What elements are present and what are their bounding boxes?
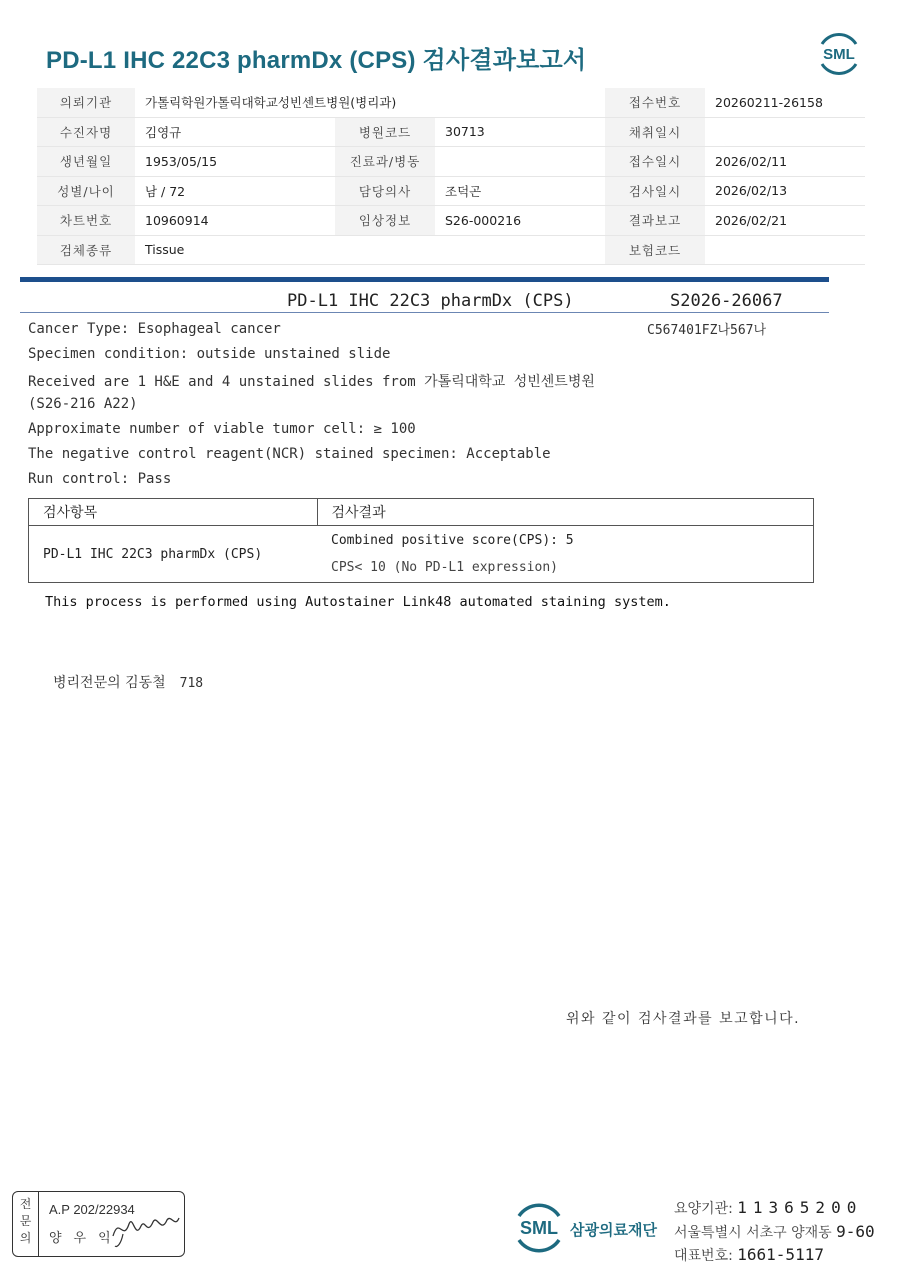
info-row — [37, 147, 865, 177]
label-report-date: 결과보고 — [605, 206, 705, 236]
foundation-name: 삼광의료재단 — [570, 1221, 657, 1239]
label-patient-name: 수진자명 — [37, 117, 135, 147]
pathologist-name: 병리전문의 김동철 — [53, 675, 166, 691]
info-row — [37, 235, 865, 265]
sml-footer-logo-icon — [510, 1200, 568, 1256]
value-report-date: 2026/02/21 — [705, 206, 865, 236]
label-receipt-date: 접수일시 — [605, 147, 705, 177]
label-department: 진료과/병동 — [335, 147, 435, 177]
info-row — [37, 176, 865, 206]
pathologist-line — [53, 672, 203, 692]
report-line: Approximate number of viable tumor cell: ≥ 100 — [28, 421, 416, 437]
label-requesting-institution: 의뢰기관 — [37, 88, 135, 117]
sml-logo-icon — [814, 30, 864, 78]
value-collection-date — [705, 117, 865, 147]
label-collection-date: 채취일시 — [605, 117, 705, 147]
pathologist-number: 718 — [179, 676, 204, 691]
process-note: This process is performed using Autostainer Link48 automated staining system. — [45, 594, 671, 610]
label-test-date: 검사일시 — [605, 176, 705, 206]
report-line: Cancer Type: Esophageal cancer — [28, 321, 281, 337]
address: 서울특별시 서초구 양재동 9-60 — [674, 1222, 875, 1241]
result-col-item: 검사항목 — [29, 499, 318, 526]
value-specimen-type: Tissue — [135, 235, 605, 265]
value-insurance-code — [705, 235, 865, 265]
label-sex-age: 성별/나이 — [37, 176, 135, 206]
info-row — [37, 117, 865, 147]
value-physician: 조덕곤 — [435, 176, 605, 206]
label-birth-date: 생년월일 — [37, 147, 135, 177]
stamp-name: 양우익 — [49, 1231, 123, 1246]
section-divider — [20, 277, 829, 282]
value-patient-name: 김영규 — [135, 117, 335, 147]
section-divider-thin — [20, 312, 829, 313]
institution-code: 요양기관: 11365200 — [674, 1198, 863, 1217]
value-department — [435, 147, 605, 177]
value-receipt-no: 20260211-26158 — [705, 88, 865, 117]
info-row — [37, 88, 865, 117]
result-values — [317, 526, 814, 583]
result-col-result: 검사결과 — [317, 499, 814, 526]
specialist-stamp — [12, 1191, 185, 1257]
stamp-side-label: 전 문 의 — [13, 1192, 39, 1256]
label-physician: 담당의사 — [335, 176, 435, 206]
result-table — [28, 498, 814, 583]
report-id: S2026-26067 — [670, 291, 783, 311]
report-line: Run control: Pass — [28, 471, 172, 487]
value-receipt-date: 2026/02/11 — [705, 147, 865, 177]
value-requesting-institution: 가톨릭학원가톨릭대학교성빈센트병원(병리과) — [135, 88, 605, 117]
value-test-date: 2026/02/13 — [705, 176, 865, 206]
result-cps-interpretation: CPS< 10 (No PD-L1 expression) — [331, 560, 558, 575]
report-code: C567401FZ나567나 — [647, 323, 767, 338]
patient-info-table — [37, 88, 865, 265]
info-row — [37, 206, 865, 236]
report-title: PD-L1 IHC 22C3 pharmDx (CPS) 검사결과보고서 — [46, 47, 587, 74]
label-chart-no: 차트번호 — [37, 206, 135, 236]
closing-statement: 위와 같이 검사결과를 보고합니다. — [566, 1011, 801, 1027]
label-insurance-code: 보험코드 — [605, 235, 705, 265]
label-receipt-no: 접수번호 — [605, 88, 705, 117]
result-cps-score: Combined positive score(CPS): 5 — [331, 533, 574, 548]
value-hospital-code: 30713 — [435, 117, 605, 147]
label-clinical-info: 임상정보 — [335, 206, 435, 236]
stamp-license: A.P 202/22934 — [49, 1202, 135, 1217]
value-birth-date: 1953/05/15 — [135, 147, 335, 177]
report-line: The negative control reagent(NCR) stained specimen: Acceptable — [28, 446, 551, 462]
value-sex-age: 남 / 72 — [135, 176, 335, 206]
sml-logo-text: SML — [823, 46, 855, 63]
label-hospital-code: 병원코드 — [335, 117, 435, 147]
sml-footer-logo-text: SML — [520, 1218, 558, 1238]
report-test-name: PD-L1 IHC 22C3 pharmDx (CPS) — [287, 291, 574, 311]
report-line: Specimen condition: outside unstained slide — [28, 346, 391, 362]
report-line: Received are 1 H&E and 4 unstained slides from 가톨릭대학교 성빈센트병원 — [28, 374, 595, 390]
signature-icon — [109, 1206, 181, 1250]
value-chart-no: 10960914 — [135, 206, 335, 236]
phone-number: 대표번호: 1661-5117 — [674, 1245, 824, 1264]
result-item: PD-L1 IHC 22C3 pharmDx (CPS) — [29, 526, 318, 583]
label-specimen-type: 검체종류 — [37, 235, 135, 265]
report-line: (S26-216 A22) — [28, 396, 138, 412]
value-clinical-info: S26-000216 — [435, 206, 605, 236]
